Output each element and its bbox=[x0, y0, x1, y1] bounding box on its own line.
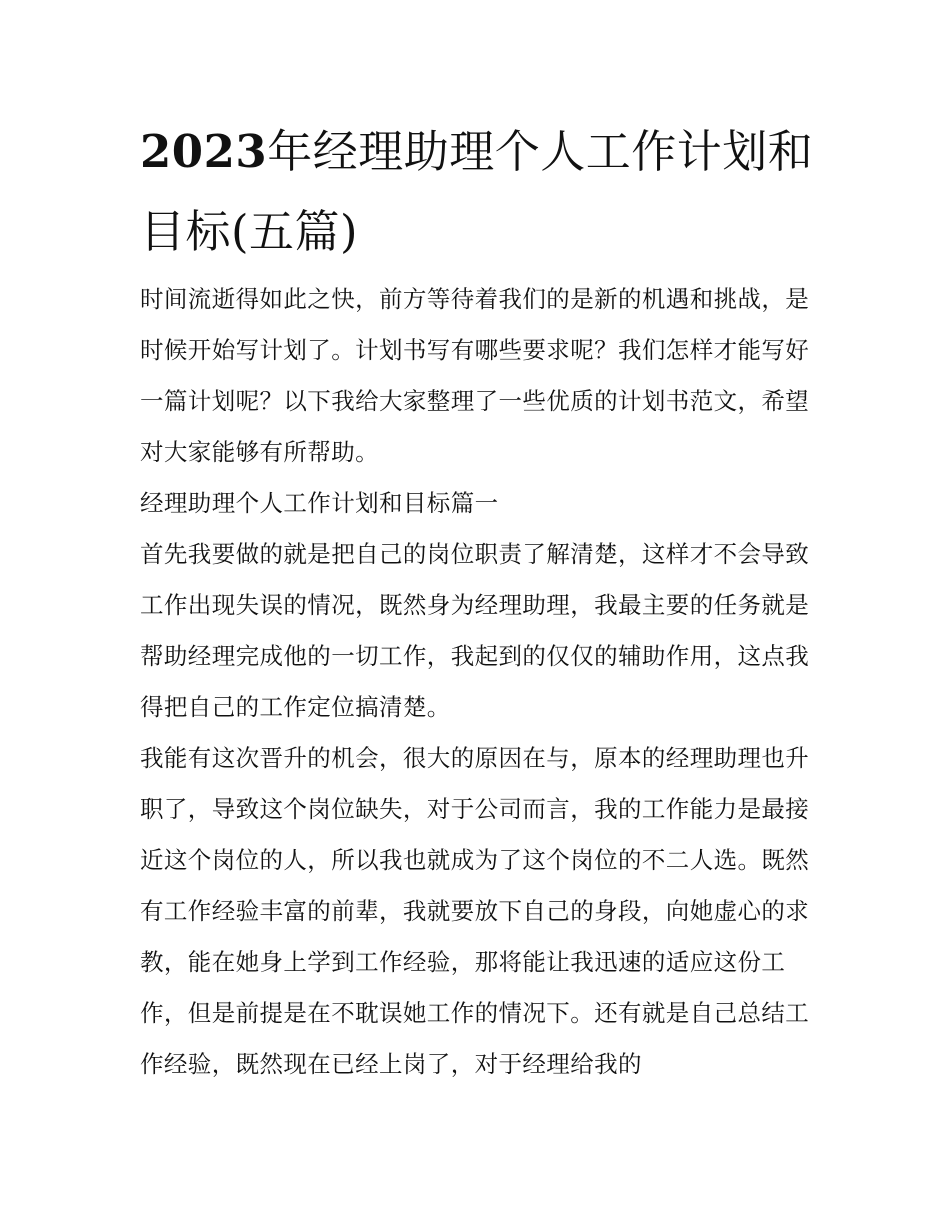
title-year: 2023 bbox=[140, 125, 268, 178]
body-paragraph: 我能有这次晋升的机会，很大的原因在与，原本的经理助理也升职了，导致这个岗位缺失，对于公司而言，我的工作能力是最接近这个岗位的人，所以我也就成为了这个岗位的不二人选。既然有工作经验丰富的前辈，我就要放下自己的身段，向她虚心的求教，能在她身上学到工作经验，那将能让我迅速的适应这份工作，但是前提是在不耽误她工作的情况下。还有就是自己总结工作经验，既然现在已经上岗了，对于经理给我的 bbox=[140, 744, 810, 1078]
title-text: 年经理助理个人工作计划和目标(五篇) bbox=[140, 125, 814, 258]
body-paragraph: 首先我要做的就是把自己的岗位职责了解清楚，这样才不会导致工作出现失误的情况，既然身为经理助理，我最主要的任务就是帮助经理完成他的一切工作，我起到的仅仅的辅助作用，这点我得把自己的工作定位搞清楚。 bbox=[140, 540, 810, 721]
document-body bbox=[140, 274, 820, 1090]
document-title bbox=[140, 112, 830, 272]
intro-paragraph: 时间流逝得如此之快，前方等待着我们的是新的机遇和挑战，是时候开始写计划了。计划书写有哪些要求呢？我们怎样才能写好一篇计划呢？以下我给大家整理了一些优质的计划书范文，希望对大家能够有所帮助。 bbox=[140, 285, 810, 466]
section-heading: 经理助理个人工作计划和目标篇一 bbox=[140, 489, 499, 517]
